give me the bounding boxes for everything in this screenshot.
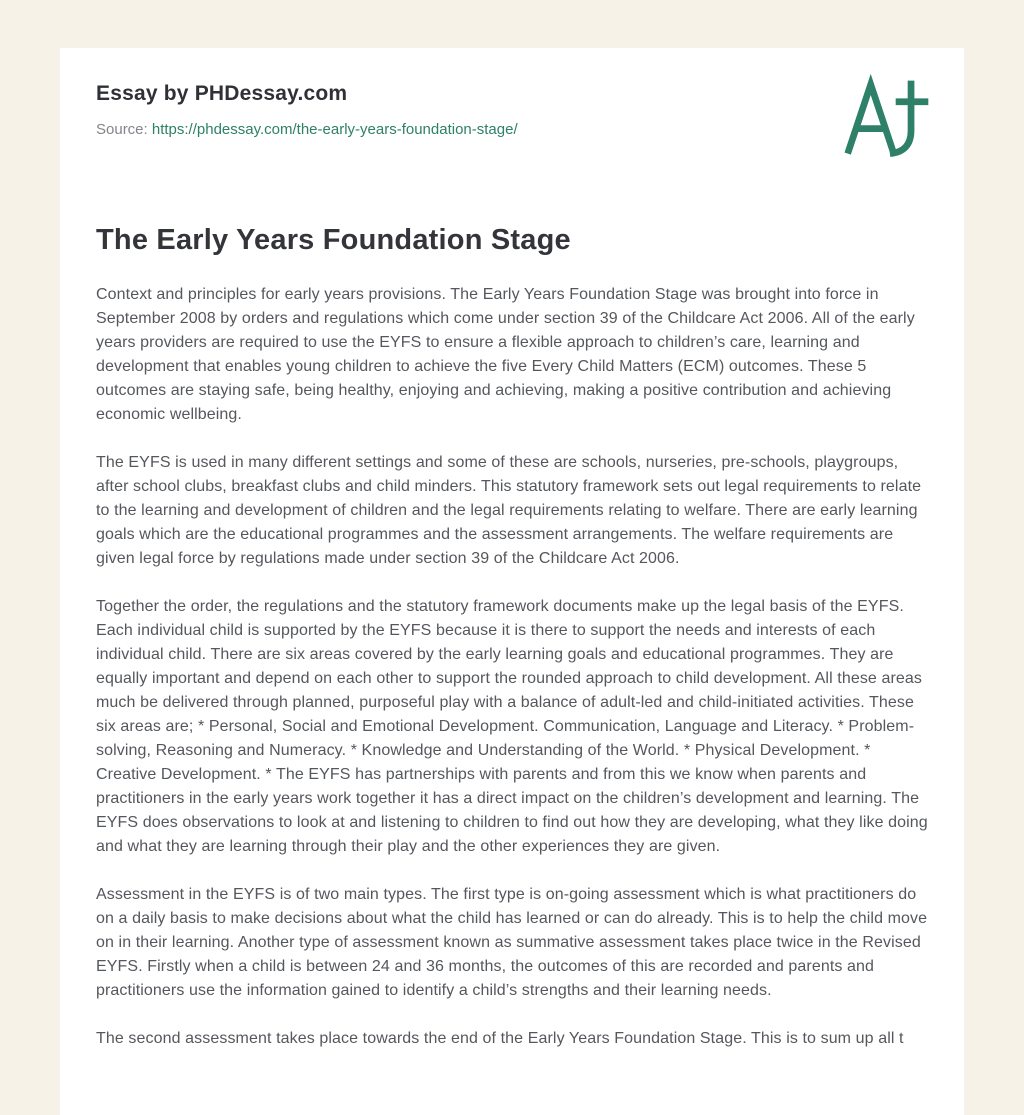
essay-paragraph: The second assessment takes place towards the end of the Early Years Foundation Stage. This is to sum up all t <box>96 1030 904 1047</box>
byline: Essay by PHDessay.com <box>96 82 348 105</box>
essay-paragraph: Together the order, the regulations and the statutory framework documents make up the legal basis of the EYFS. Each individual child is supported by the EYFS because it is there to support the needs and interests of each individual child. There are six areas covered by the early learning goals and educational programmes. They are equally important and depend on each other to support the rounded approach to child development. All these areas much be delivered through planned, purposeful play with a balance of adult-led and child-initiated activities. These six areas are; * Personal, Social and Emotional Development. Communication, Language and Literacy. * Problem-solving, Reasoning and Numeracy. * Knowledge and Understanding of the World. * Physical Development. * Creative Development. * The EYFS has partnerships with parents and from this we know when parents and practitioners in the early years work together it has a direct impact on the children’s development and learning. The EYFS does observations to look at and listening to children to find out how they are developing, what they like doing and what they are learning through their play and the other experiences they are given. <box>96 598 928 855</box>
a-plus-monogram-icon <box>840 70 936 168</box>
essay-body <box>96 283 928 1051</box>
essay-title: The Early Years Foundation Stage <box>96 224 571 256</box>
essay-paragraph: Assessment in the EYFS is of two main types. The first type is on-going assessment which is what practitioners do on a daily basis to make decisions about what the child has learned or can do already. This is to help the child move on in their learning. Another type of assessment known as summative assessment takes place twice in the Revised EYFS. Firstly when a child is between 24 and 36 months, the outcomes of this are recorded and parents and practitioners use the information gained to identify a child’s strengths and their learning needs. <box>96 886 928 999</box>
essay-paragraph: The EYFS is used in many different settings and some of these are schools, nurseries, pre-schools, playgroups, after school clubs, breakfast clubs and child minders. This statutory framework sets out legal requirements to relate to the learning and development of children and the legal requirements relating to welfare. There are early learning goals which are the educational programmes and the assessment arrangements. The welfare requirements are given legal force by regulations made under section 39 of the Childcare Act 2006. <box>96 454 922 567</box>
source-line <box>96 121 928 138</box>
essay-card <box>60 48 964 1115</box>
source-label: Source: <box>96 121 148 138</box>
essay-paragraph: Context and principles for early years provisions. The Early Years Foundation Stage was brought into force in September 2008 by orders and regulations which come under section 39 of the Childcare Act 2006. All of the early years providers are required to use the EYFS to ensure a flexible approach to children’s care, learning and development that enables young children to achieve the five Every Child Matters (ECM) outcomes. These 5 outcomes are staying safe, being healthy, enjoying and achieving, making a positive contribution and achieving economic wellbeing. <box>96 286 915 423</box>
source-link[interactable]: https://phdessay.com/the-early-years-foundation-stage/ <box>151 121 518 138</box>
